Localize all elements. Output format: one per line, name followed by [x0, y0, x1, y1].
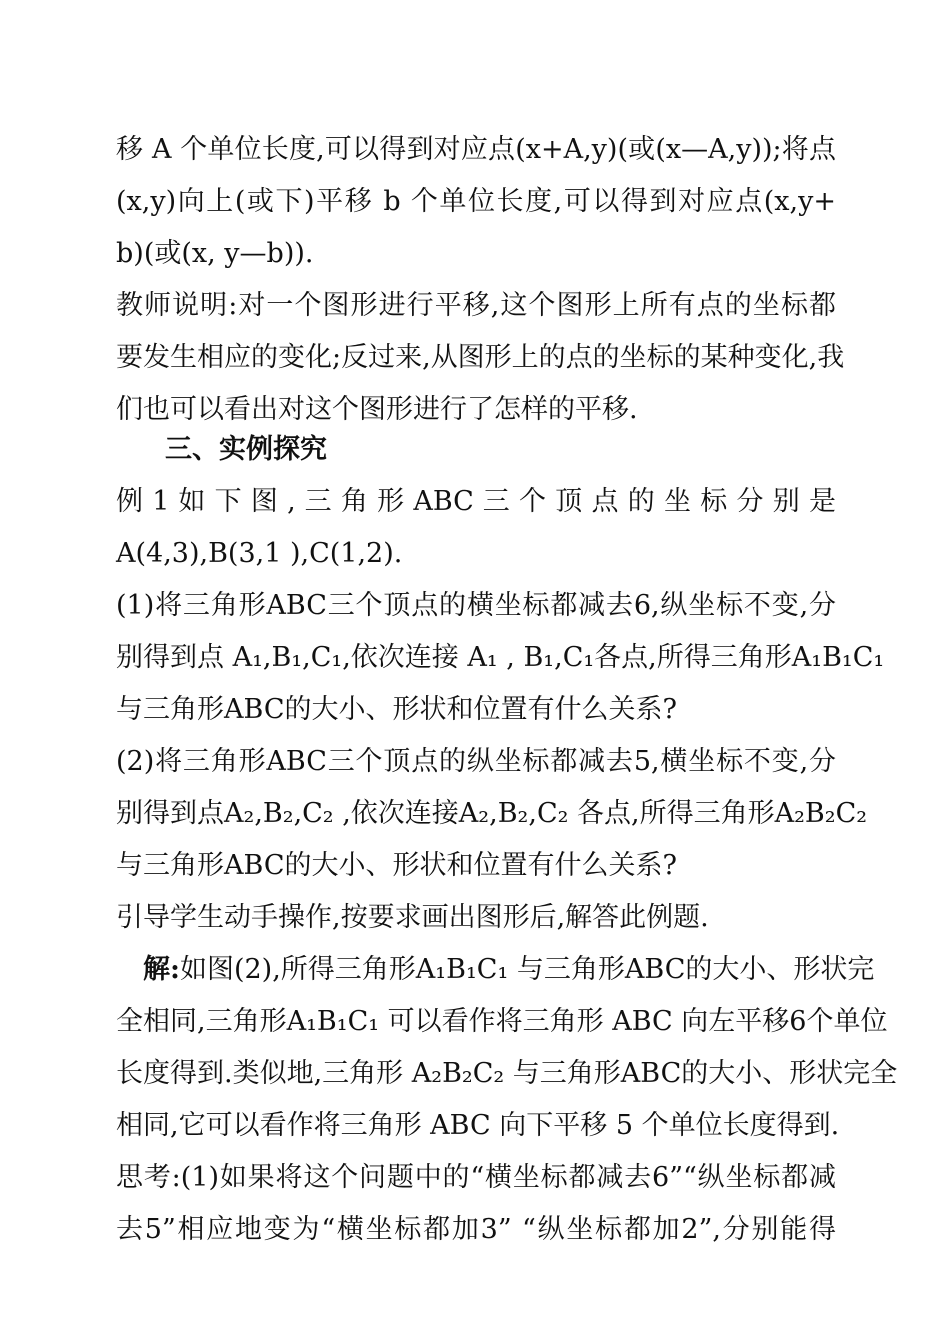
- text-line-13: 别得到点A₂,B₂,C₂ ,依次连接A₂,B₂,C₂ 各点,所得三角形A₂B₂C₂: [116, 798, 868, 829]
- text-line-3: b)(或(x, y—b)).: [116, 238, 314, 269]
- text-line-11: 与三角形ABC的大小、形状和位置有什么关系?: [116, 694, 677, 725]
- text-line-4: 教师说明:对一个图形进行平移,这个图形上所有点的坐标都: [116, 290, 836, 321]
- solution-text: 如图(2),所得三角形A₁B₁C₁ 与三角形ABC的大小、形状完: [179, 954, 875, 985]
- text-line-7: 例 1 如 下 图 , 三 角 形 ABC 三 个 顶 点 的 坐 标 分 别 是: [116, 486, 836, 517]
- section-heading: 三、实例探究: [165, 434, 327, 465]
- text-line-19: 相同,它可以看作将三角形 ABC 向下平移 5 个单位长度得到.: [116, 1110, 840, 1141]
- text-line-14: 与三角形ABC的大小、形状和位置有什么关系?: [116, 850, 677, 881]
- text-line-12: (2)将三角形ABC三个顶点的纵坐标都减去5,横坐标不变,分: [116, 746, 836, 777]
- text-line-1: 移 A 个单位长度,可以得到对应点(x+A,y)(或(x—A,y));将点: [116, 134, 836, 165]
- text-line-6: 们也可以看出对这个图形进行了怎样的平移.: [116, 394, 638, 425]
- text-line-15: 引导学生动手操作,按要求画出图形后,解答此例题.: [116, 902, 709, 933]
- solution-line: [116, 950, 875, 990]
- text-line-17: 全相同,三角形A₁B₁C₁ 可以看作将三角形 ABC 向左平移6个单位: [116, 1006, 888, 1037]
- text-line-2: (x,y)向上(或下)平移 b 个单位长度,可以得到对应点(x,y+: [116, 186, 836, 217]
- text-line-9: (1)将三角形ABC三个顶点的横坐标都减去6,纵坐标不变,分: [116, 590, 836, 621]
- text-line-8: A(4,3),B(3,1 ),C(1,2).: [116, 538, 403, 569]
- text-line-20: 思考:(1)如果将这个问题中的“横坐标都减去6”“纵坐标都减: [116, 1162, 836, 1193]
- text-line-5: 要发生相应的变化;反过来,从图形上的点的坐标的某种变化,我: [116, 342, 845, 373]
- text-line-10: 别得到点 A₁,B₁,C₁,依次连接 A₁ , B₁,C₁各点,所得三角形A₁B₁C₁: [116, 642, 885, 673]
- text-line-21: 去5”相应地变为“横坐标都加3” “纵坐标都加2”,分别能得: [116, 1214, 836, 1245]
- text-line-18: 长度得到.类似地,三角形 A₂B₂C₂ 与三角形ABC的大小、形状完全: [116, 1058, 898, 1089]
- solution-label: 解:: [143, 954, 180, 985]
